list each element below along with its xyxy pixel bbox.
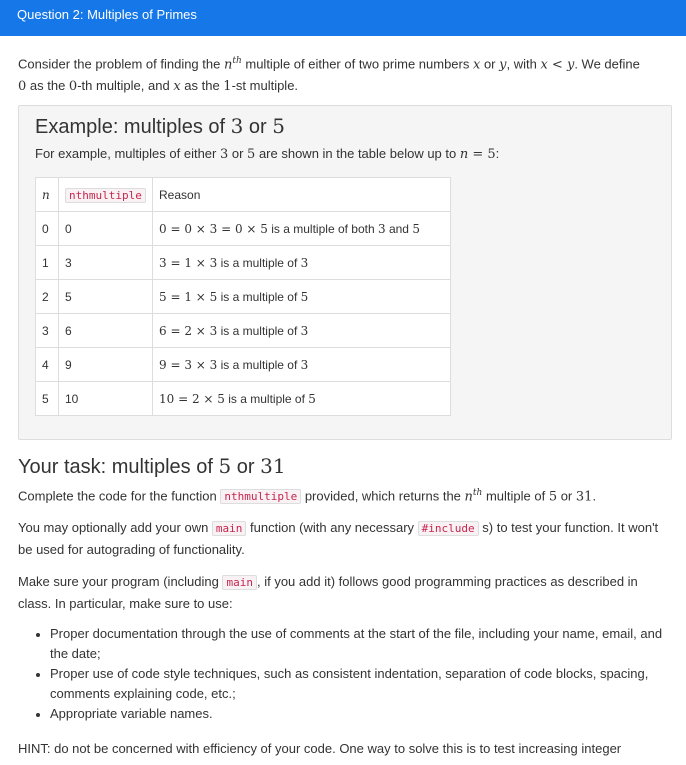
code-include: #include [418, 521, 479, 536]
question-header [0, 0, 686, 36]
table-row: 4 9 9 = 3 × 3 is a multiple of 3 [36, 348, 451, 382]
requirements-list [18, 624, 675, 724]
col-reason-header: Reason [153, 178, 451, 212]
col-n-header: n [36, 178, 59, 212]
task-heading: Your task: multiples of 5 or 31 [18, 454, 286, 478]
col-func-header: nthmultiple [59, 178, 153, 212]
table-row: 5 10 10 = 2 × 5 is a multiple of 5 [36, 382, 451, 416]
example-heading: Example: multiples of 3 or 5 [35, 114, 286, 138]
question-title: Question 2: Multiples of Primes [17, 7, 197, 22]
table-row: 0 0 0 = 0 × 3 = 0 × 5 is a multiple of both 3 and 5 [36, 212, 451, 246]
multiples-table [35, 177, 451, 416]
hint-paragraph: HINT: do not be concerned with efficiency of your code. One way to solve this is to test increasing integer [18, 741, 622, 756]
code-main: main [212, 521, 247, 536]
list-item: • Proper documentation through the use of comments at the start of the file, including your name, email, and the date; [50, 624, 675, 664]
list-item: • Proper use of code style techniques, such as consistent indentation, separation of code blocks, spacing, comments explaining code, etc.; [50, 664, 675, 704]
task-paragraph-1: Complete the code for the function nthmultiple provided, which returns the $n^{th}$ multiple of 5 or 31. [18, 488, 597, 505]
code-main-2: main [222, 575, 257, 590]
list-item: • Appropriate variable names. [50, 704, 675, 724]
task-paragraph-3: Make sure your program (including main , if you add it) follows good programming practices as described in class. In particular, make sure to use: [18, 574, 638, 611]
example-description: For example, multiples of either 3 or 5 are shown in the table below up to n = 5: [35, 146, 500, 162]
table-row: 3 6 6 = 2 × 3 is a multiple of 3 [36, 314, 451, 348]
task-paragraph-2: You may optionally add your own main function (with any necessary #include s) to test your function. It won't be used for autograding of functionality. [18, 520, 659, 557]
table-row: 2 5 5 = 1 × 5 is a multiple of 5 [36, 280, 451, 314]
code-nthmultiple: nthmultiple [220, 489, 301, 504]
table-row: 1 3 3 = 1 × 3 is a multiple of 3 [36, 246, 451, 280]
intro-paragraph: Consider the problem of finding the $n^{th}$ multiple of either of two prime numbers x or y, with x < y. We define 0 as the 0-th multiple, and x as the 1-st multiple. [18, 56, 640, 95]
table-header-row [36, 178, 451, 212]
